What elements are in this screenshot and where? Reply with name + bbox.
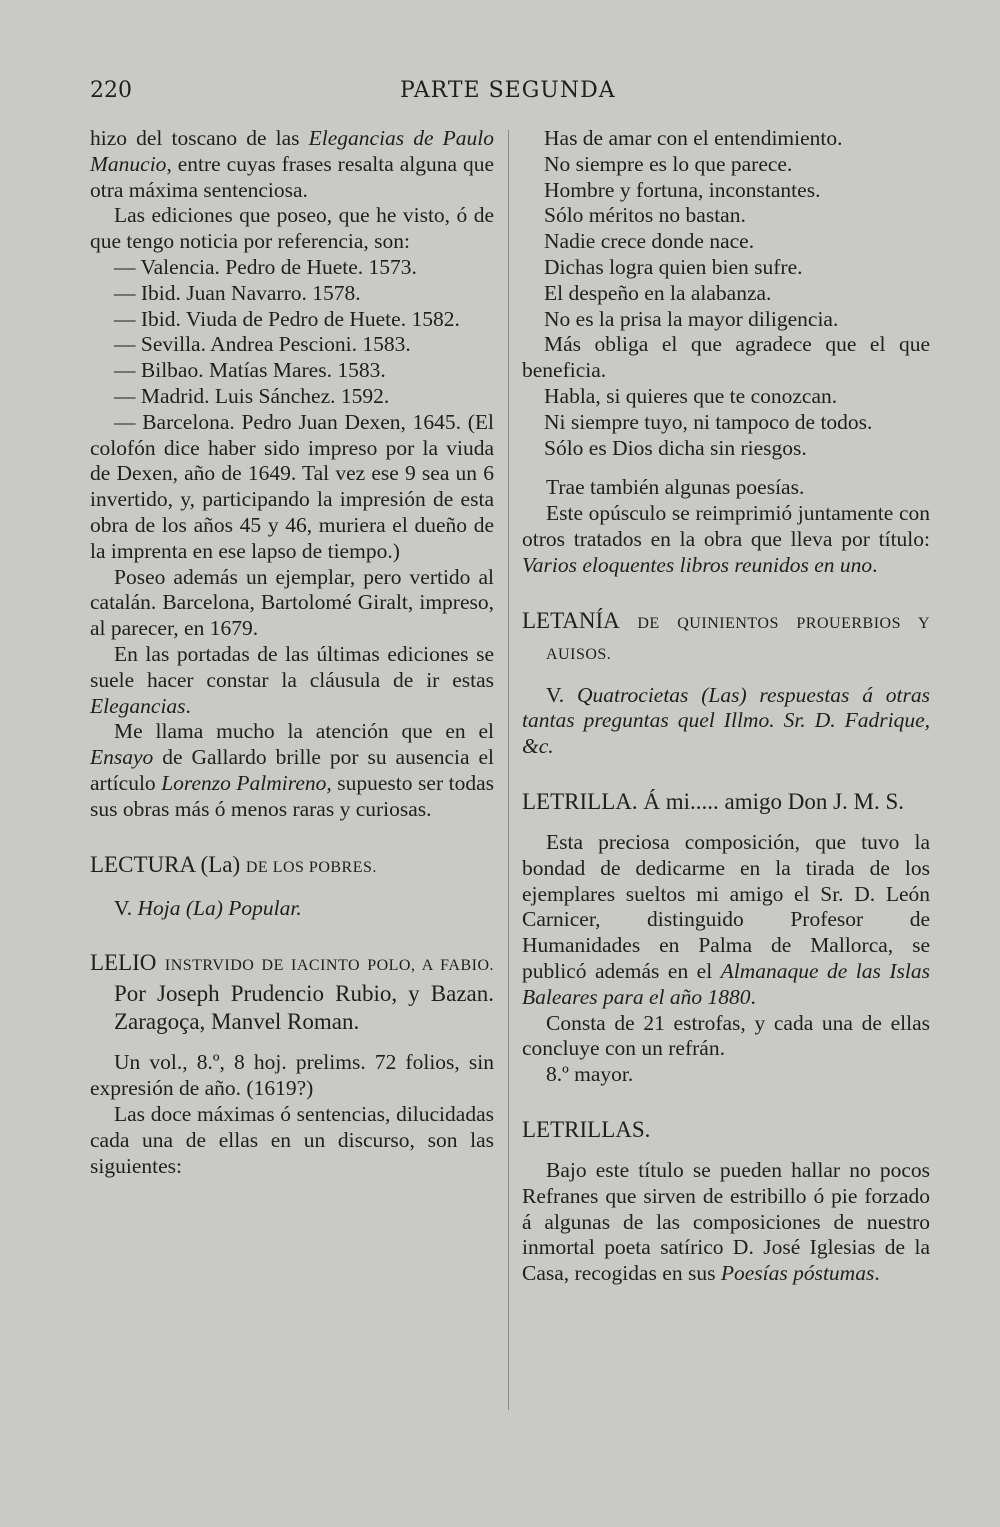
paragraph: hizo del toscano de las Elegancias de Paulo Manucio, entre cuyas frases resalta alguna que otra máxima sentenciosa. — [90, 126, 494, 202]
paragraph: En las portadas de las últimas ediciones se suele hacer constar la cláusula de ir estas Elegancias. — [90, 641, 494, 718]
cross-reference: V. Quatrocietas (Las) respuestas á otras tantas preguntas quel Illmo. Sr. D. Fadrique, &c. — [522, 682, 930, 759]
entry-heading-lectura: LECTURA (La) DE LOS POBRES. — [90, 851, 377, 877]
left-column — [90, 126, 494, 1179]
list-item: Nadie crece donde nace. — [544, 229, 755, 254]
cross-reference: V. Hoja (La) Popular. — [114, 895, 302, 920]
entry-heading-letrillas: LETRILLAS. — [522, 1116, 651, 1142]
editions-list — [90, 255, 494, 565]
list-item: — Bilbao. Matías Mares. 1583. — [114, 358, 386, 383]
list-item: — Ibid. Juan Navarro. 1578. — [114, 280, 361, 305]
list-item: No es la prisa la mayor diligencia. — [544, 306, 839, 331]
page-header — [90, 78, 930, 114]
list-item: Habla, si quieres que te conozcan. — [544, 383, 838, 408]
list-item: — Barcelona. Pedro Juan Dexen, 1645. (El colofón dice haber sido impreso por la viuda de Dexen, año de 1649. Tal vez ese 9 sea un 6 invertido, y, participando la impresión de esta obra de los años 45 y 46, muriera el dueño de la imprenta en ese lapso de tiempo.) — [90, 409, 494, 563]
right-column — [522, 126, 930, 1287]
entry-heading-lelio: LELIO INSTRVIDO DE IACINTO POLO, A FABIO. Por Joseph Prudencio Rubio, y Bazan. Zaragoça, Manvel Roman. — [90, 950, 494, 1035]
list-item: Has de amar con el entendimiento. — [544, 126, 843, 150]
list-item: — Ibid. Viuda de Pedro de Huete. 1582. — [114, 306, 460, 331]
list-item: — Valencia. Pedro de Huete. 1573. — [114, 254, 417, 279]
paragraph: Las ediciones que poseo, que he visto, ó de que tengo noticia por referencia, son: — [90, 203, 494, 254]
list-item: — Madrid. Luis Sánchez. 1592. — [114, 383, 390, 408]
entry-heading-letrilla: LETRILLA. Á mi..... amigo Don J. M. S. — [522, 788, 905, 814]
list-item: Sólo méritos no bastan. — [544, 203, 746, 228]
list-item: Ni siempre tuyo, ni tampoco de todos. — [544, 409, 873, 434]
entry-heading-letania: LETANÍA DE QUINIENTOS PROUERBIOS Y AUISOS. — [522, 607, 931, 663]
paragraph: Me llama mucho la atención que en el Ensayo de Gallardo brille por su ausencia el artículo Lorenzo Palmireno, supuesto ser todas sus obras más ó menos raras y curiosas. — [90, 719, 495, 821]
maxims-list — [522, 126, 930, 461]
list-item: Más obliga el que agradece que el que beneficia. — [522, 332, 930, 383]
running-title: PARTE SEGUNDA — [400, 78, 616, 103]
paragraph: Bajo este título se pueden hallar no pocos Refranes que sirven de estribillo ó pie forzado á algunas de las composiciones de nuestro inmortal poeta satírico D. José Iglesias de la Casa, recogidas en sus Poesías póstumas. — [522, 1157, 930, 1286]
paragraph: Las doce máximas ó sentencias, dilucidadas cada una de ellas en un discurso, son las siguientes: — [90, 1101, 494, 1178]
paragraph: Consta de 21 estrofas, y cada una de ellas concluye con un refrán. — [522, 1010, 930, 1061]
paragraph: Un vol., 8.º, 8 hoj. prelims. 72 folios, sin expresión de año. (1619?) — [90, 1050, 494, 1101]
list-item: Dichas logra quien bien sufre. — [544, 254, 803, 279]
list-item: — Sevilla. Andrea Pescioni. 1583. — [114, 332, 411, 357]
list-item: Hombre y fortuna, inconstantes. — [544, 177, 821, 202]
paragraph: 8.º mayor. — [546, 1062, 634, 1087]
list-item: Sólo es Dios dicha sin riesgos. — [544, 435, 807, 460]
list-item: El despeño en la alabanza. — [544, 280, 772, 305]
paragraph: Trae también algunas poesías. — [546, 475, 805, 500]
column-divider — [508, 130, 509, 1410]
paragraph: Esta preciosa composición, que tuvo la bondad de dedicarme en la tirada de los ejemplares sueltos mi amigo el Sr. D. León Carnicer, distinguido Profesor de Humanidades en Palma de Mallorca, se publicó además en el Almanaque de las Islas Baleares para el año 1880. — [522, 829, 930, 1009]
paragraph: Este opúsculo se reimprimió juntamente con otros tratados en la obra que lleva por título: Varios eloquentes libros reunidos en uno. — [522, 501, 930, 577]
paragraph: Poseo además un ejemplar, pero vertido al catalán. Barcelona, Bartolomé Giralt, impreso, al parecer, en 1679. — [90, 564, 494, 641]
page-number: 220 — [90, 78, 132, 103]
list-item: No siempre es lo que parece. — [544, 151, 793, 176]
